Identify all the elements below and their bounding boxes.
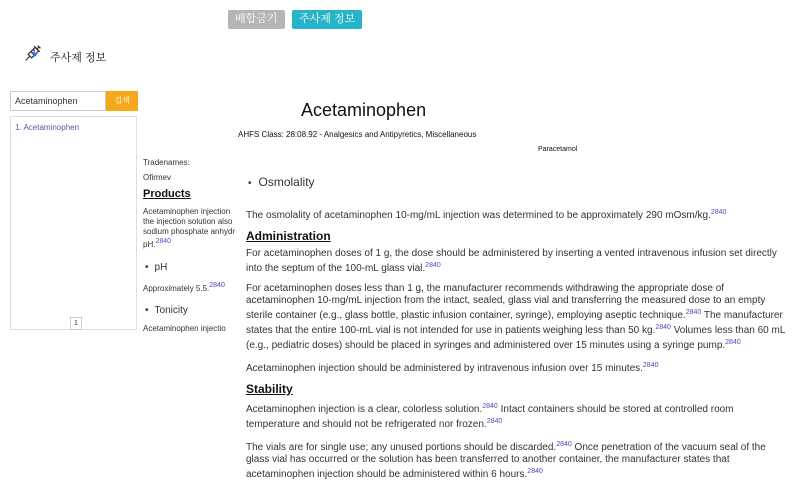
syringe-icon — [22, 44, 42, 69]
tonicity-text: Acetaminophen injectio — [143, 324, 226, 333]
search-button[interactable]: 검색 — [106, 91, 138, 111]
tradename-value: Ofirmev — [143, 173, 171, 182]
ph-value: Approximately 5.5.$^{2840}$ — [143, 282, 225, 293]
result-list — [10, 116, 137, 330]
product-line: the injection solution also — [143, 217, 233, 226]
tonicity-heading: • Tonicity — [145, 305, 243, 316]
stability-paragraph: Acetaminophen injection is a clear, colorless solution.$^{2840}$ Intact containers should be stored at controlled room temperature and should not be refrigerated nor frozen.$^{2840}$ — [246, 403, 734, 430]
reference-link[interactable]: 2840 — [556, 441, 572, 448]
reference-link[interactable]: 2840 — [710, 209, 727, 216]
page-heading — [22, 44, 106, 69]
result-item-acetaminophen[interactable]: 1. Acetaminophen — [15, 123, 80, 132]
injection-info-tab-button[interactable]: 주사제 정보 — [292, 10, 362, 29]
administration-heading: Administration — [246, 229, 331, 243]
administration-paragraph: For acetaminophen doses less than 1 g, the manufacturer recommends withdrawing the appropriate dose of acetaminophen 10-mg/mL injection from the intact, sealed, glass vial and transferring the measured dose to an empty sterile container (e.g., glass bottle, plastic infusion container, syringe), employing aseptic technique.$^{2840}$ The manufacturer states that the entire 100-mL vial is not intended for use in patients weighing less than 50 kg.$^{2840}$ Volumes less than 60 mL (e.g., pediatric doses) should be placed in syringes and administered over 15 minutes using a syringe pump.$^{2840}$ — [246, 283, 786, 351]
side-panel — [143, 158, 243, 333]
search-input[interactable] — [10, 91, 106, 111]
reference-link[interactable]: 2840 — [155, 238, 172, 245]
product-line: sodium phosphate anhydr — [143, 227, 236, 236]
drug-title: Acetaminophen — [301, 100, 427, 120]
reference-link[interactable]: 2840 — [486, 418, 503, 425]
stability-heading: Stability — [246, 382, 293, 396]
osmolality-heading: • Osmolality — [248, 176, 786, 190]
monograph-content — [246, 176, 786, 489]
tradenames-label: Tradenames: — [143, 158, 190, 167]
reference-link[interactable]: 2840 — [209, 282, 225, 289]
reference-link[interactable]: 2840 — [527, 468, 543, 475]
ph-heading: • pH — [145, 262, 243, 273]
reference-link[interactable]: 2840 — [642, 362, 659, 369]
reference-link[interactable]: 2840 — [685, 309, 702, 316]
product-line: Acetaminophen injection — [143, 207, 231, 216]
synonym: Paracetamol — [538, 146, 578, 153]
administration-paragraph: For acetaminophen doses of 1 g, the dose should be administered by inserting a vented intravenous infusion set directly into the septum of the 100-mL glass vial.$^{2840}$ — [246, 248, 777, 274]
administration-paragraph: Acetaminophen injection should be administered by intravenous infusion over 15 minutes.$^{2840}$ — [246, 362, 659, 374]
reference-link[interactable]: 2840 — [725, 339, 741, 346]
products-heading: Products — [143, 188, 191, 200]
reference-link[interactable]: 2840 — [482, 403, 498, 410]
ahfs-class: AHFS Class: 28:08.92 - Analgesics and Antipyretics, Miscellaneous — [238, 130, 477, 139]
incompatibility-tab-button[interactable]: 배합금기 — [228, 10, 285, 29]
stability-paragraph: The vials are for single use; any unused portions should be discarded.$^{2840}$ Once penetration of the vacuum seal of the glass vial has occurred or the solution has been transferred to another container, the manufacturer states that acetaminophen injection should be administered within 6 hours.$^{2840}$ — [246, 441, 766, 480]
reference-link[interactable]: 2840 — [425, 262, 441, 269]
reference-link[interactable]: 2840 — [655, 324, 671, 331]
search-bar — [10, 91, 138, 111]
page-title: 주사제 정보 — [50, 51, 107, 64]
osmolality-text: The osmolality of acetaminophen 10-mg/mL injection was determined to be approximately 290 mOsm/kg.$^{2840}$ — [246, 209, 727, 221]
product-line: pH.$^{2840}$ — [143, 238, 172, 249]
page-number-button[interactable]: 1 — [70, 317, 82, 330]
